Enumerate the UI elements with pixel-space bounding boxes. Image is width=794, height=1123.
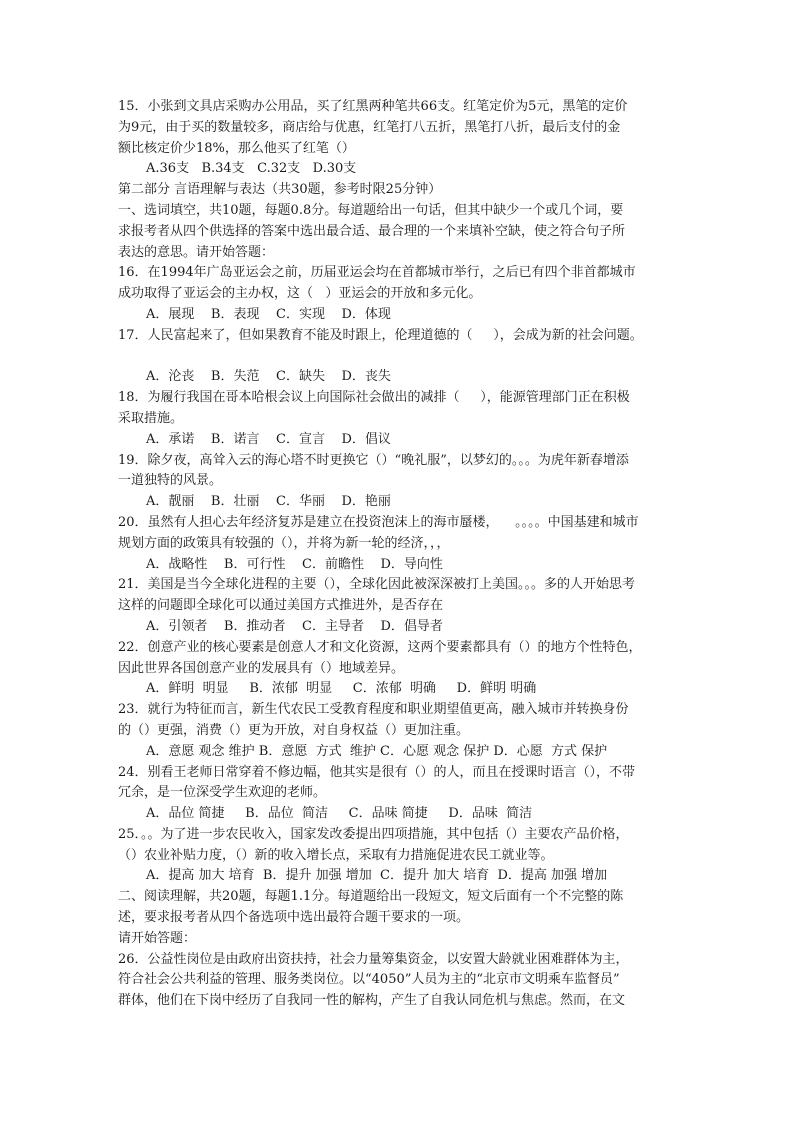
answer-options: A．鲜明 明显 B．浓郁 明显 C．浓郁 明确 D．鲜明 明确 bbox=[146, 681, 537, 697]
text-line: 17．人民富起来了，但如果教育不能及时跟上，伦理道德的（ ），会成为新的社会问题。 bbox=[118, 327, 643, 343]
text-line: 的（）更强，消费（）更为开放，对自身权益（）更加注重。 bbox=[118, 722, 470, 738]
answer-options: A．战略性 B．可行性 C．前瞻性 D．导向性 bbox=[146, 556, 443, 572]
text-line: 表达的意思。请开始答题： bbox=[118, 244, 275, 260]
text-line: 19．除夕夜，高耸入云的海心塔不时更换它（）“晚礼服”，以梦幻的。。。为虎年新春增添 bbox=[118, 452, 629, 468]
text-line: 二、阅读理解，共20题，每题1.1分。每道题给出一段短文，短文后面有一个不完整的陈 bbox=[118, 889, 624, 905]
text-line: 因此世界各国创意产业的发展具有（）地域差异。 bbox=[118, 660, 405, 676]
answer-options: A．品位 简捷 B．品位 简洁 C．品味 简捷 D．品味 简洁 bbox=[146, 806, 533, 822]
text-line: 冗余，是一位深受学生欢迎的老师。 bbox=[118, 785, 327, 801]
text-line: 15．小张到文具店采购办公用品，买了红黑两种笔共66支。红笔定价为5元，黑笔的定价 bbox=[118, 99, 628, 114]
text-line: 符合社会公共利益的管理、服务类岗位。以“4050”人员为主的“北京市文明乘车监督员” bbox=[118, 972, 620, 988]
answer-options: A.36支 B.34支 C.32支 D.30支 bbox=[146, 161, 357, 177]
text-line: 额比核定价少18%，那么他买了红笔（） bbox=[118, 140, 355, 156]
answer-options: A．提高 加大 培育 B．提升 加强 增加 C．提升 加大 培育 D．提高 加强 增加 bbox=[146, 868, 608, 884]
text-line: 18．为履行我国在哥本哈根会议上向国际社会做出的减排（ ），能源管理部门正在积极 bbox=[118, 390, 630, 406]
text-line: 23．就行为特征而言，新生代农民工受教育程度和职业期望值更高，融入城市并转换身份 bbox=[118, 702, 629, 718]
answer-options: A．引领者 B．推动者 C．主导者 D．倡导者 bbox=[146, 618, 443, 634]
answer-options: A．沦丧 B．失范 C．缺失 D．丧失 bbox=[146, 369, 391, 385]
text-line: 采取措施。 bbox=[118, 410, 184, 426]
blank-line bbox=[118, 347, 678, 368]
text-line: 述，要求报考者从四个备选项中选出最符合题干要求的一项。 bbox=[118, 910, 470, 926]
answer-options: A．靓丽 B．壮丽 C．华丽 D．艳丽 bbox=[146, 494, 391, 510]
text-line: 为9元，由于买的数量较多，商店给与优惠，红笔打八五折，黑笔打八折，最后支付的金 bbox=[118, 119, 621, 135]
text-line: 一、选词填空，共10题，每题0.8分。每道题给出一句话，但其中缺少一个或几个词，要 bbox=[118, 202, 624, 218]
answer-options: A．承诺 B．诺言 C．宣言 D．倡议 bbox=[146, 431, 391, 447]
text-line: 25．。。为了进一步农民收入，国家发改委提出四项措施，其中包括（）主要农产品价格， bbox=[118, 826, 629, 842]
text-line: 这样的问题即全球化可以通过美国方式推进外，是否存在 bbox=[118, 598, 444, 614]
text-line: 成功取得了亚运会的主办权，这（ ）亚运会的开放和多元化。 bbox=[118, 286, 482, 302]
text-line: 16．在1994年广岛亚运会之前，历届亚运会均在首都城市举行，之后已有四个非首都城市 bbox=[118, 265, 636, 281]
document-page bbox=[118, 97, 678, 1012]
text-line: 22．创意产业的核心要素是创意人才和文化资源，这两个要素都具有（）的地方个性特色， bbox=[118, 639, 642, 655]
text-line: 第二部分 言语理解与表达（共30题，参考时限25分钟） bbox=[118, 182, 442, 198]
text-line: 26．公益性岗位是由政府出资扶持，社会力量筹集资金，以安置大龄就业困难群体为主， bbox=[118, 951, 629, 967]
text-line: 21．美国是当今全球化进程的主要（），全球化因此被深深被打上美国。。。多的人开始思考 bbox=[118, 577, 636, 593]
text-line: 求报考者从四个供选择的答案中选出最合适、最合理的一个来填补空缺，使之符合句子所 bbox=[118, 223, 626, 239]
text-line: 请开始答题： bbox=[118, 930, 197, 946]
text-line: 20．虽然有人担心去年经济复苏是建立在投资泡沫上的海市蜃楼， 。。。。中国基建和城市 bbox=[118, 514, 639, 530]
text-line: 群体，他们在下岗中经历了自我同一性的解构，产生了自我认同危机与焦虑。然而，在文 bbox=[118, 993, 626, 1009]
text-line: 24．别看王老师日常穿着不修边幅，他其实是很有（）的人，而且在授课时语言（），不带 bbox=[118, 764, 636, 780]
answer-options: A．意愿 观念 维护 B．意愿 方式 维护 C．心愿 观念 保护 D．心愿 方式 保护 bbox=[146, 743, 608, 759]
text-line: 一道独特的风景。 bbox=[118, 473, 223, 489]
answer-options: A．展现 B．表现 C．实现 D．体现 bbox=[146, 306, 391, 322]
text-line: （）农业补贴力度，（）新的收入增长点，采取有力措施促进农民工就业等。 bbox=[118, 847, 554, 863]
text-line: 规划方面的政策具有较强的（），并将为新一轮的经济，，， bbox=[118, 535, 450, 551]
